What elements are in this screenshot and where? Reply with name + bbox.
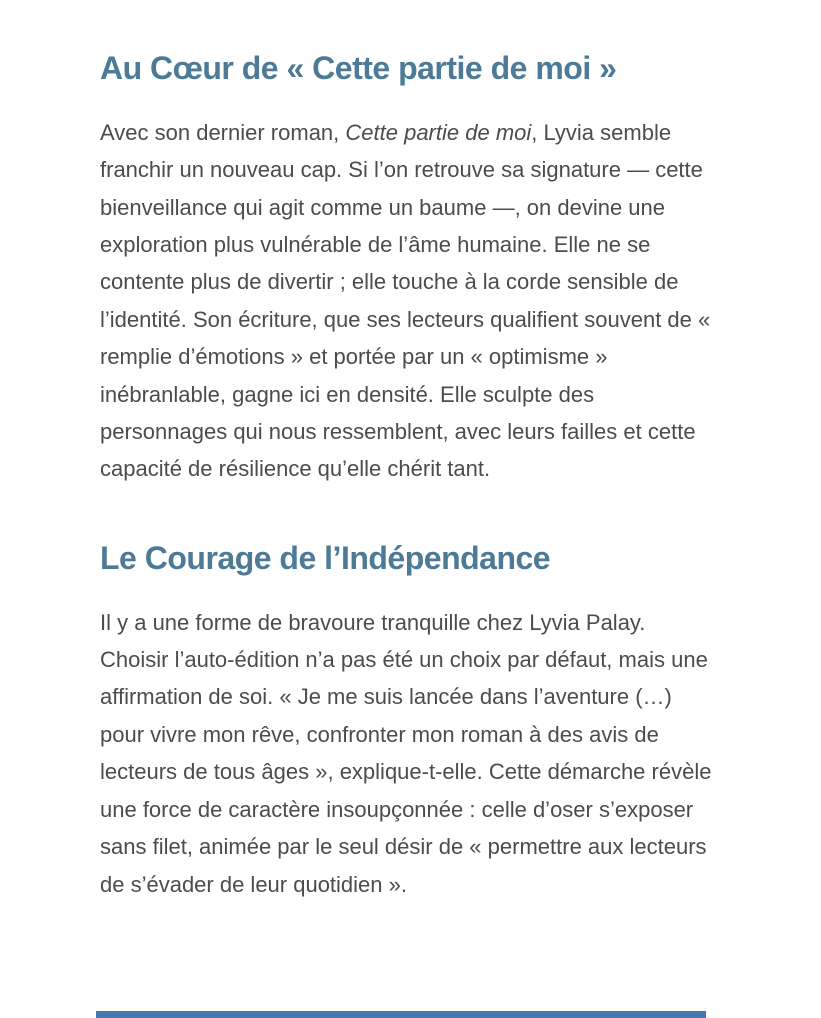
paragraph-1-lead: Avec son dernier roman, xyxy=(100,119,346,145)
paragraph-1 xyxy=(100,114,717,488)
book-title-italic: Cette partie de moi xyxy=(345,119,532,145)
article-content xyxy=(100,0,717,903)
section-heading-1: Au Cœur de « Cette partie de moi » xyxy=(100,50,617,86)
paragraph-2: Il y a une forme de bravoure tranquille chez Lyvia Palay. Choisir l’auto-édition n’a pas été un choix par défaut, mais une affirmation de soi. « Je me suis lancée dans l’aventure (…) pour vivre mon rêve, confronter mon roman à des avis de lecteurs de tous âges », explique-t-elle. Cette démarche révèle une force de caractère insoupçonnée : celle d’oser s’exposer sans filet, animée par le seul désir de « permettre aux lecteurs de s’évader de leur quotidien ». xyxy=(100,609,712,897)
section-heading-2: Le Courage de l’Indépendance xyxy=(100,539,551,576)
paragraph-1-rest: , Lyvia semble franchir un nouveau cap. Si l’on retrouve sa signature — cette bienveillance qui agit comme un baume —, on devine une exploration plus vulnérable de l’âme humaine. Elle ne se contente plus de divertir ; elle touche à la corde sensible de l’identité. Son écriture, que ses lecteurs qualifient souvent de « remplie d’émotions » et portée par un « optimisme » inébranlable, gagne ici en densité. Elle sculpte des personnages qui nous ressemblent, avec leurs failles et cette capacité de résilience qu’elle chérit tant. xyxy=(100,119,711,482)
partial-footer-bar xyxy=(96,1011,706,1018)
